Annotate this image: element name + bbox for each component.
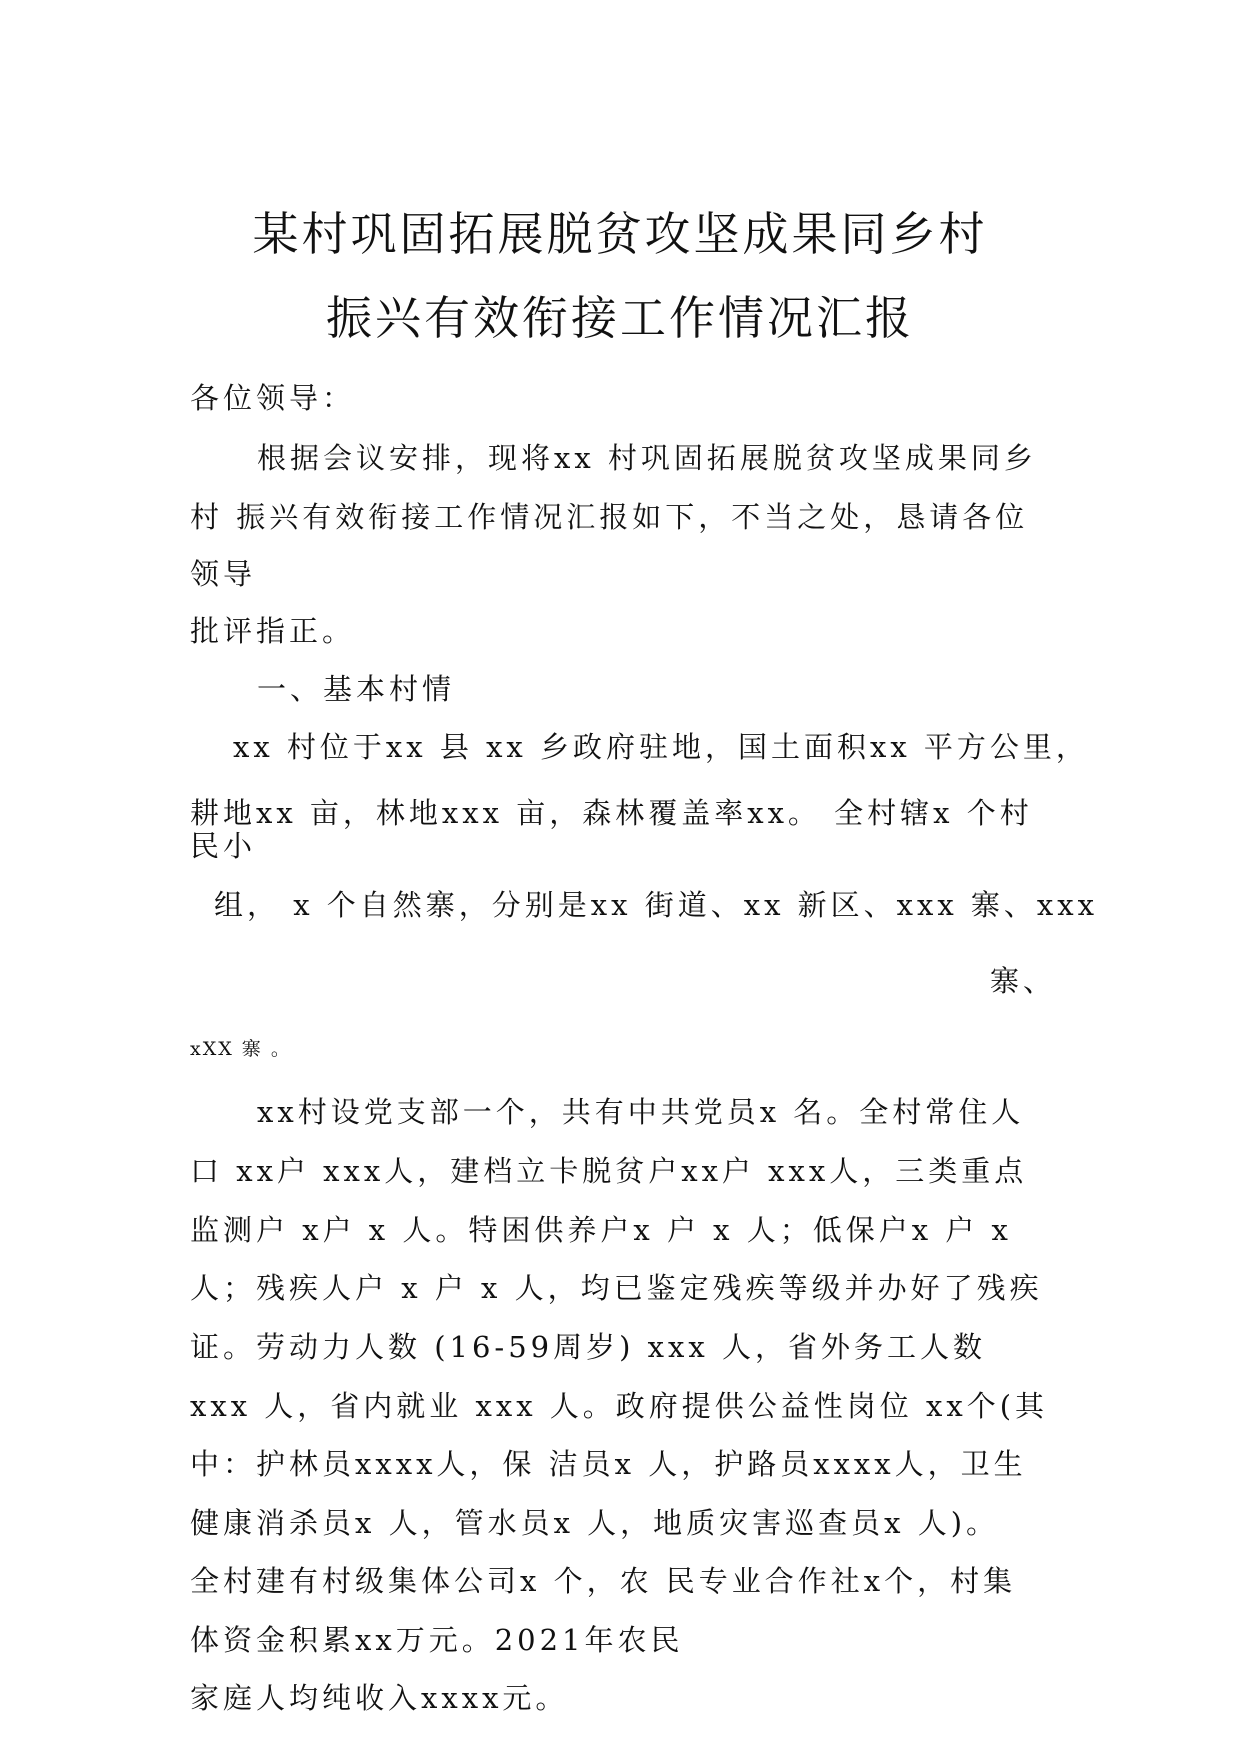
paragraph-line: 民小: [190, 829, 257, 863]
paragraph-line: 体资金积累xx万元。2021年农民: [190, 1623, 684, 1657]
intro-line: 领导: [190, 557, 257, 591]
intro-line: 批评指正。: [190, 614, 356, 648]
paragraph-line: xxx 人，省内就业 xxx 人。政府提供公益性岗位 xx个(其: [190, 1389, 1049, 1423]
paragraph-line: 健康消杀员x 人，管水员x 人，地质灾害巡查员x 人)。: [190, 1506, 1000, 1540]
paragraph-line: 人；残疾人户 x 户 x 人，均已鉴定残疾等级并办好了残疾: [190, 1271, 1043, 1305]
paragraph-line: 中：护林员xxxx人，保 洁员x 人，护路员xxxx人，卫生: [190, 1447, 1027, 1481]
paragraph-line: 证。劳动力人数 (16-59周岁) xxx 人，省外务工人数: [190, 1330, 986, 1364]
document-title-line-1: 某村巩固拓展脱贫攻坚成果同乡村: [252, 207, 988, 261]
intro-line: 根据会议安排，现将xx 村巩固拓展脱贫攻坚成果同乡: [257, 441, 1037, 475]
paragraph-line: xXX 寨 。: [190, 1038, 292, 1060]
paragraph-line: xx 村位于xx 县 xx 乡政府驻地，国土面积xx 平方公里，: [233, 730, 1089, 764]
intro-line: 村 振兴有效衔接工作情况汇报如下，不当之处，恳请各位: [190, 500, 1029, 534]
paragraph-line: xx村设党支部一个，共有中共党员x 名。全村常住人: [257, 1095, 1025, 1129]
paragraph-line: 家庭人均纯收入xxxx元。: [190, 1681, 569, 1715]
paragraph-line: 组， x 个自然寨，分别是xx 街道、xx 新区、xxx 寨、xxx: [214, 888, 1098, 922]
paragraph-line: 全村建有村级集体公司x 个，农 民专业合作社x个，村集: [190, 1564, 1017, 1598]
paragraph-line: 耕地xx 亩，林地xxx 亩，森林覆盖率xx。 全村辖x 个村: [190, 796, 1033, 830]
paragraph-line: 监测户 x户 x 人。特困供养户x 户 x 人；低保户x 户 x: [190, 1213, 1012, 1247]
paragraph-line: 口 xx户 xxx人，建档立卡脱贫户xx户 xxx人，三类重点: [190, 1154, 1028, 1188]
paragraph-line: 寨、: [990, 964, 1057, 998]
document-title-line-2: 振兴有效衔接工作情况汇报: [326, 291, 914, 345]
section-heading: 一、基本村情: [257, 672, 456, 706]
salutation: 各位领导：: [190, 381, 356, 415]
